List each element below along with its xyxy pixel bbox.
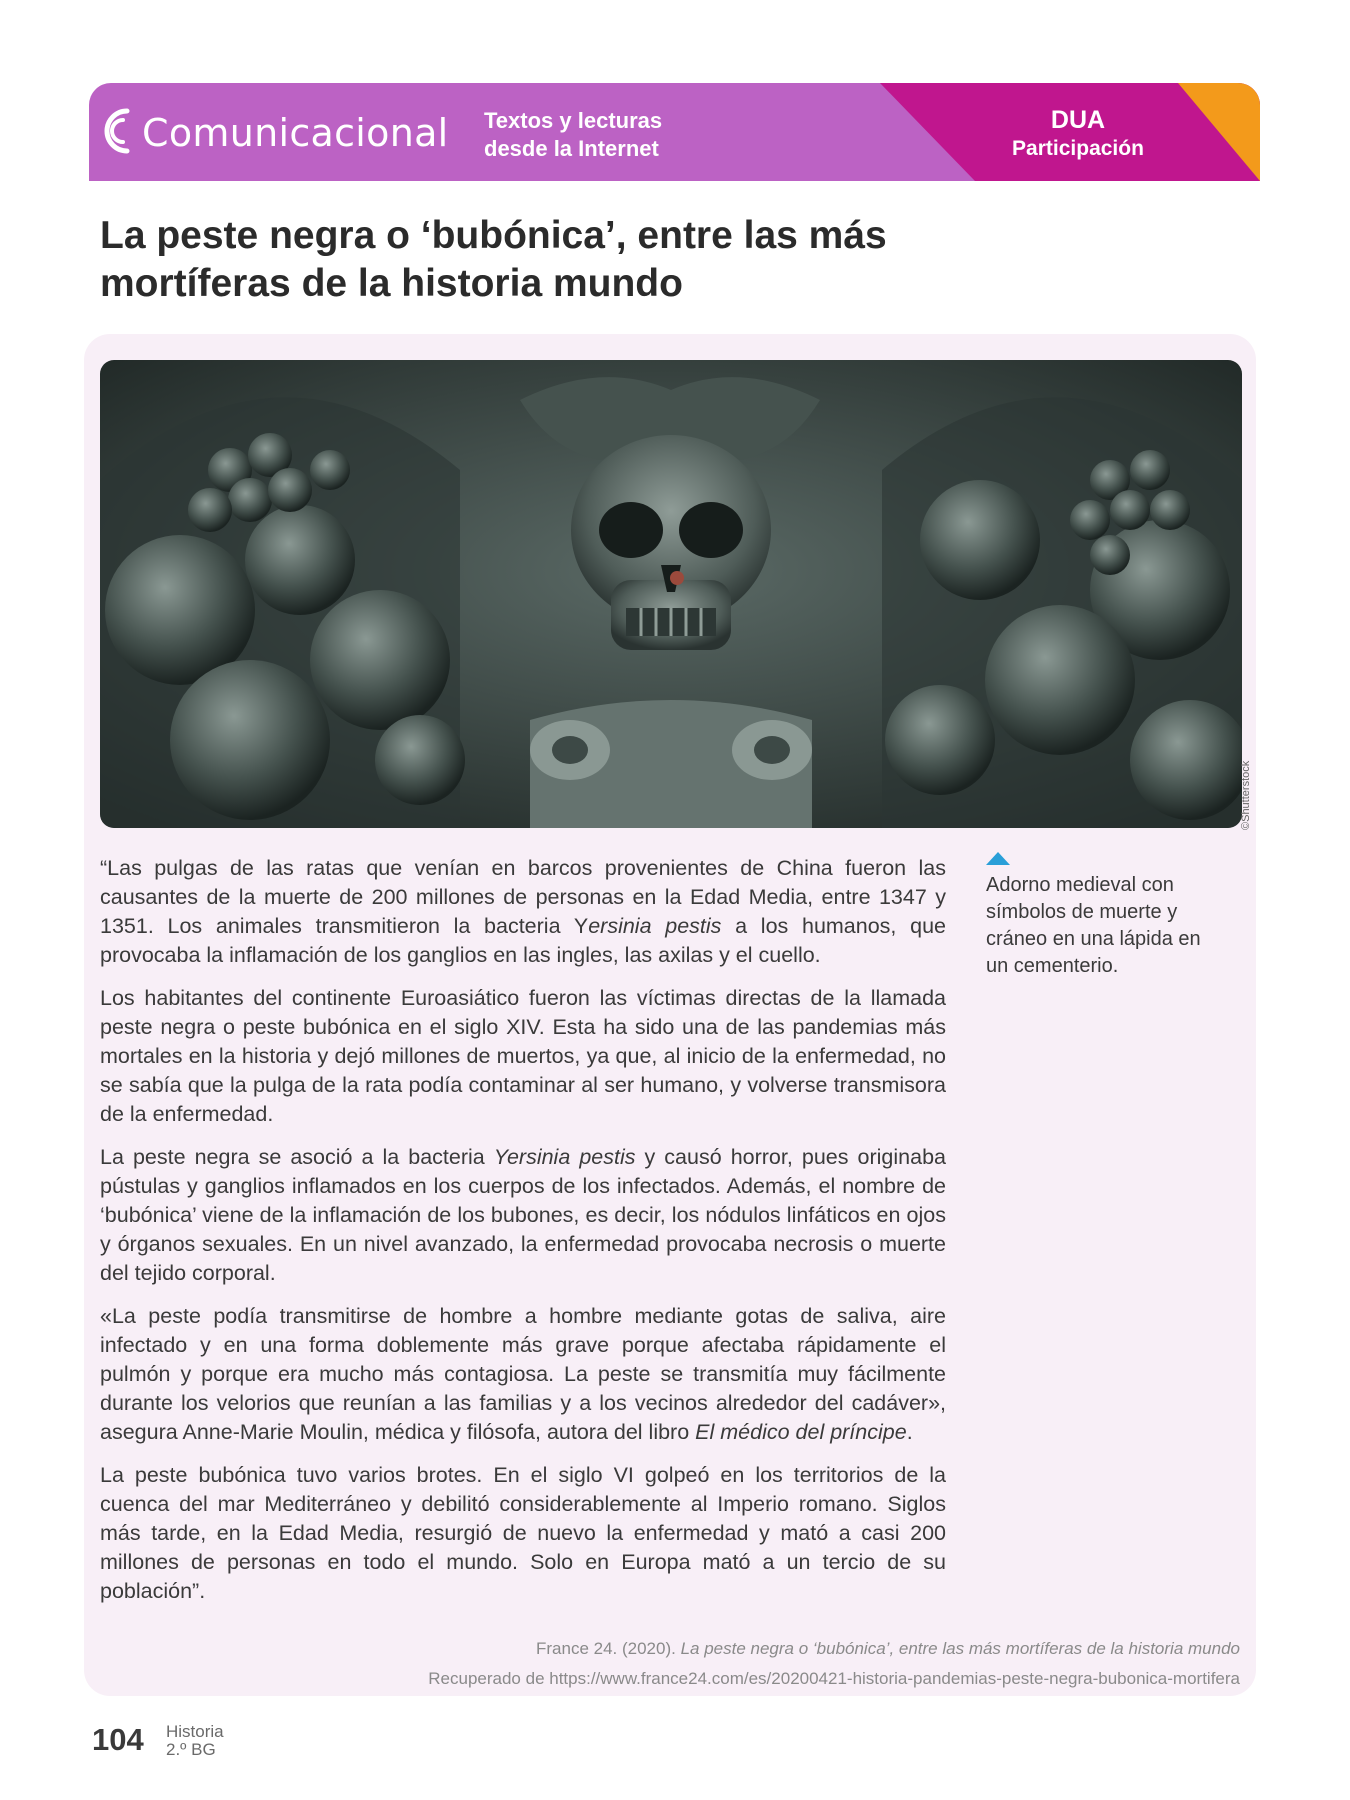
paragraph-4-text: «La peste podía transmitirse de hombre a hombre mediante gotas de saliva, aire infectado y en una forma doblemente más grave porque afectaba rápidamente el pulmón y porque era mucho más contagiosa. La peste se transmitía muy fácilmente durante los velorios que reunían a las familias y a los vecinos alrededor del cadáver», asegura Anne-Marie Moulin, médica y filósofa, autora del libro <box>100 1304 946 1444</box>
dua-title: DUA <box>1050 106 1106 134</box>
stone-skull-relief-photo <box>100 360 1242 828</box>
paragraph-4 <box>100 1302 946 1447</box>
brand-name: Comunicacional <box>142 111 449 155</box>
subtitle-line-1: Textos y lecturas <box>484 108 663 133</box>
paragraph-3 <box>100 1143 946 1288</box>
photo-credit: ©Shutterstock <box>1240 760 1252 830</box>
reference-title: La peste negra o ‘bubónica’, entre las más mortíferas de la historia mundo <box>680 1639 1240 1658</box>
footer-subject <box>166 1723 224 1759</box>
reference-source: France 24. (2020). <box>535 1639 681 1658</box>
article-body <box>100 854 946 1620</box>
page-number: 104 <box>92 1722 144 1757</box>
paragraph-1-text-end: a los humanos, que provocaba la inflamación de los ganglios en las ingles, las axilas y el cuello. <box>100 914 946 967</box>
image-caption: Adorno medieval con símbolos de muerte y cráneo en una lápida en un cementerio. <box>986 874 1201 977</box>
reference-citation <box>300 1638 1240 1660</box>
page-title: La peste negra o ‘bubónica’, entre las más mortíferas de la historia mundo <box>100 214 887 305</box>
paragraph-1 <box>100 854 946 970</box>
dua-subtitle: Participación <box>1012 137 1144 160</box>
header-subtitle <box>484 107 724 163</box>
paragraph-1-italic: ersinia pestis <box>588 914 722 938</box>
grade-label: 2.º BG <box>166 1740 216 1759</box>
reference-url: Recuperado de https://www.france24.com/es/20200421-historia-pandemias-peste-negra-bubonica-mortifera <box>428 1669 1240 1688</box>
paragraph-3-text: La peste negra se asoció a la bacteria <box>100 1145 494 1169</box>
paragraph-3-text-end: y causó horror, pues originaba pústulas y ganglios inflamados en los cuerpos de los infectados. Además, el nombre de ‘bubónica’ viene de la inflamación de los bubones, es decir, los nódulos linfáticos en ojos y órganos sexuales. En un nivel avanzado, la enfermedad provocaba necrosis o muerte del tejido corporal. <box>100 1145 946 1285</box>
paragraph-3-italic: Yersinia pestis <box>493 1145 636 1169</box>
subtitle-line-2: desde la Internet <box>484 136 659 161</box>
subject-name: Historia <box>166 1722 224 1741</box>
dua-label <box>973 105 1183 163</box>
section-header <box>89 83 1260 181</box>
paragraph-5: La peste bubónica tuvo varios brotes. En el siglo VI golpeó en los territorios de la cuenca del mar Mediterráneo y debilitó considerablemente al Imperio romano. Siglos más tarde, en la Edad Media, resurgió de nuevo la enfermedad y mató a casi 200 millones de personas en todo el mundo. Solo en Europa mató a un tercio de su población”. <box>100 1463 946 1603</box>
caption-arrow-icon <box>986 852 1010 865</box>
paragraph-4-italic: El médico del príncipe <box>695 1420 907 1444</box>
paragraph-4-text-end: . <box>906 1420 913 1444</box>
c-logo-icon <box>93 101 137 161</box>
paragraph-1-text: “Las pulgas de las ratas que venían en barcos provenientes de China fueron las causantes de la muerte de 200 millones de personas en la Edad Media, entre 1347 y 1351. Los animales transmitieron la bacteria Y <box>100 856 946 938</box>
paragraph-2: Los habitantes del continente Euroasiático fueron las víctimas directas de la llamada peste negra o peste bubónica en el siglo XIV. Esta ha sido una de las pandemias más mortales en la historia y dejó millones de muertos, ya que, al inicio de la enfermedad, no se sabía que la pulga de la rata podía contaminar al ser humano, y volverse transmisora de la enfermedad. <box>100 986 946 1126</box>
